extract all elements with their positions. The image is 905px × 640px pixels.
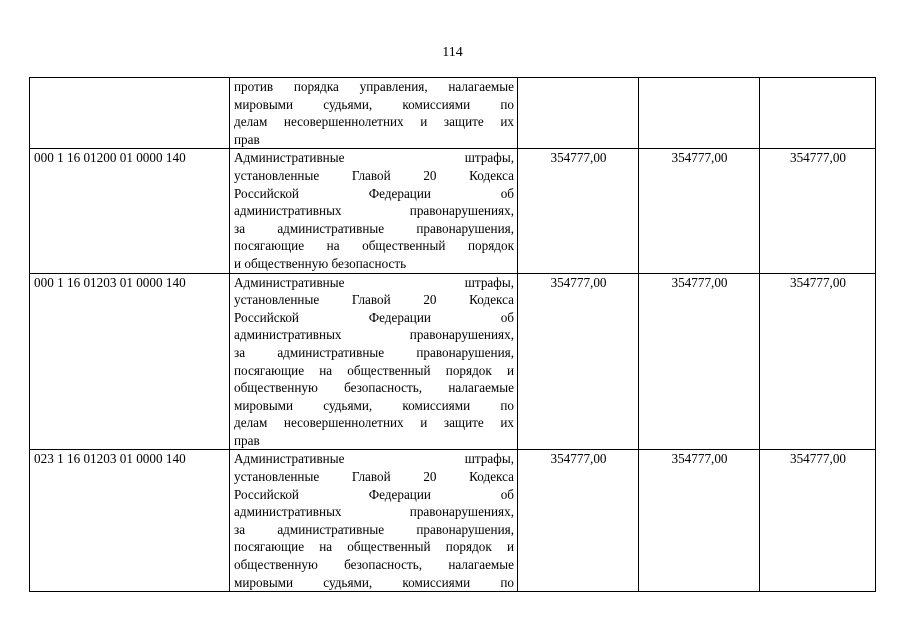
description-line: мировыми судьями, комиссиями по: [234, 96, 514, 112]
description-line: общественную безопасность, налагаемые: [234, 380, 514, 396]
description-line: Российской Федерации об: [234, 309, 514, 325]
amount-cell-2: [639, 78, 760, 149]
description-line: мировыми судьями, комиссиями по: [234, 397, 514, 413]
description-line: административных правонарушениях,: [234, 327, 514, 343]
description-line: за административные правонарушения,: [234, 344, 514, 360]
amount-cell-2: 354777,00: [639, 149, 760, 273]
description-cell: [230, 149, 518, 273]
description-line: посягающие на общественный порядок: [234, 238, 514, 254]
amount-cell-2: 354777,00: [639, 450, 760, 592]
amount-cell-3: 354777,00: [760, 450, 876, 592]
amount-cell-2: 354777,00: [639, 273, 760, 450]
description-line: против порядка управления, налагаемые: [234, 79, 514, 94]
description-cell: [230, 273, 518, 450]
description-line: Административные штрафы,: [234, 274, 514, 290]
budget-code-cell: [30, 78, 230, 149]
budget-code-cell: 000 1 16 01203 01 0000 140: [30, 273, 230, 450]
description-line: Административные штрафы,: [234, 451, 514, 467]
description-line: посягающие на общественный порядок и: [234, 362, 514, 378]
description-line: общественную безопасность, налагаемые: [234, 557, 514, 573]
description-line: установленные Главой 20 Кодекса: [234, 469, 514, 485]
description-line: прав: [234, 432, 260, 448]
description-line: за административные правонарушения,: [234, 220, 514, 236]
description-line: Российской Федерации об: [234, 486, 514, 502]
description-line: административных правонарушениях,: [234, 504, 514, 520]
amount-cell-3: 354777,00: [760, 273, 876, 450]
description-line: установленные Главой 20 Кодекса: [234, 167, 514, 183]
description-line: делам несовершеннолетних и защите их: [234, 415, 514, 431]
amount-cell-3: 354777,00: [760, 149, 876, 273]
amount-cell-1: 354777,00: [518, 273, 639, 450]
budget-table-body: [30, 78, 876, 592]
description-cell: [230, 450, 518, 592]
amount-cell-1: 354777,00: [518, 450, 639, 592]
table-row: [30, 78, 876, 149]
amount-cell-3: [760, 78, 876, 149]
budget-table: [29, 77, 876, 592]
description-line: Российской Федерации об: [234, 185, 514, 201]
page-number: 114: [442, 45, 463, 60]
budget-code-cell: 000 1 16 01200 01 0000 140: [30, 149, 230, 273]
description-line: посягающие на общественный порядок и: [234, 539, 514, 555]
description-line: делам несовершеннолетних и защите их: [234, 114, 514, 130]
amount-cell-1: [518, 78, 639, 149]
description-cell: [230, 78, 518, 149]
description-line: за административные правонарушения,: [234, 521, 514, 537]
table-row: [30, 450, 876, 592]
budget-code-cell: 023 1 16 01203 01 0000 140: [30, 450, 230, 592]
table-row: [30, 273, 876, 450]
description-line: прав: [234, 131, 260, 147]
table-row: [30, 149, 876, 273]
description-line: Административные штрафы,: [234, 150, 514, 166]
description-line: установленные Главой 20 Кодекса: [234, 292, 514, 308]
description-line: административных правонарушениях,: [234, 203, 514, 219]
description-line: и общественную безопасность: [234, 255, 407, 271]
description-line: мировыми судьями, комиссиями по: [234, 574, 514, 590]
amount-cell-1: 354777,00: [518, 149, 639, 273]
